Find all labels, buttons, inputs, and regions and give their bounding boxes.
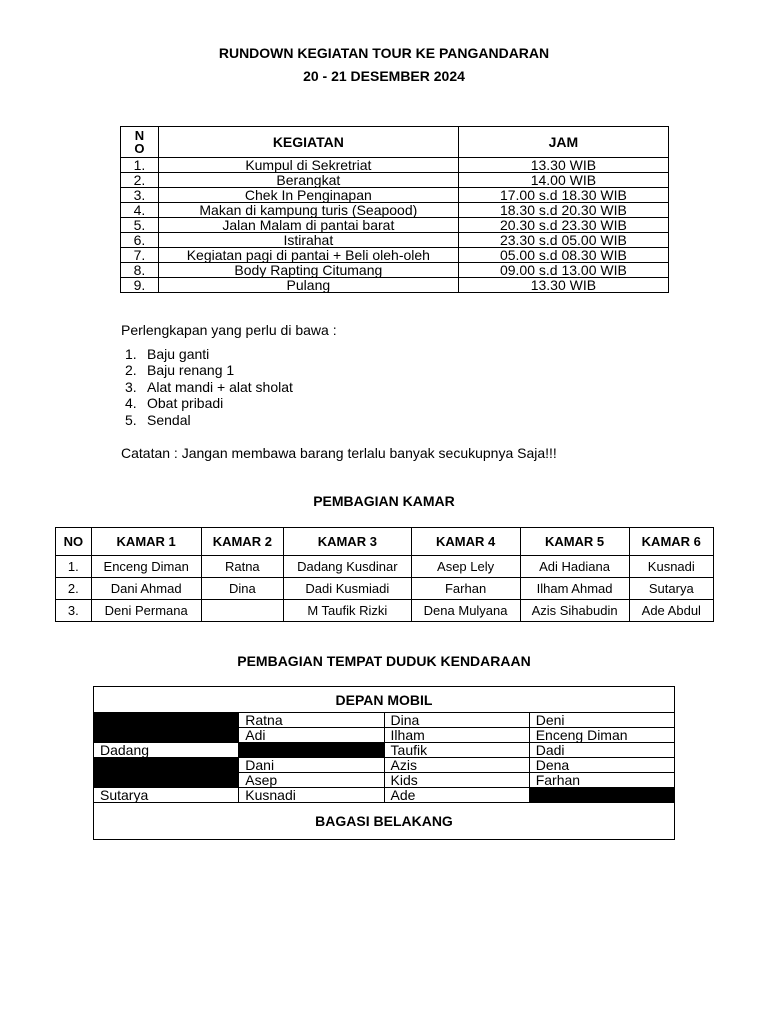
- schedule-header-jam: JAM: [458, 127, 668, 158]
- seat-cell: Farhan: [529, 773, 674, 788]
- table-row: [121, 233, 669, 248]
- table-row: [121, 158, 669, 173]
- list-item-text: Alat mandi + alat sholat: [147, 378, 293, 395]
- seat-cell: Dina: [384, 713, 529, 728]
- seat-cell: Dadi: [529, 743, 674, 758]
- seating-front-label: DEPAN MOBIL: [94, 687, 675, 713]
- rooms-header-cell: KAMAR 2: [201, 528, 283, 556]
- schedule-header-no: N O: [121, 127, 159, 158]
- seat-blocked: [94, 773, 239, 788]
- table-row: [56, 600, 714, 622]
- schedule-cell: 7.: [121, 248, 159, 263]
- seat-blocked: [94, 728, 239, 743]
- table-row: [121, 188, 669, 203]
- rooms-cell: Asep Lely: [411, 556, 520, 578]
- schedule-cell: 6.: [121, 233, 159, 248]
- seat-cell: Taufik: [384, 743, 529, 758]
- table-row: [121, 248, 669, 263]
- list-item-text: Baju renang 1: [147, 362, 235, 379]
- list-item: [125, 395, 293, 411]
- schedule-cell: Chek In Penginapan: [158, 188, 458, 203]
- schedule-cell: 2.: [121, 173, 159, 188]
- schedule-cell: Istirahat: [158, 233, 458, 248]
- table-row: [121, 203, 669, 218]
- list-item-text: Baju ganti: [147, 346, 210, 362]
- schedule-cell: 1.: [121, 158, 159, 173]
- rooms-cell: Enceng Diman: [91, 556, 201, 578]
- rooms-cell: Dena Mulyana: [411, 600, 520, 622]
- schedule-cell: 5.: [121, 218, 159, 233]
- rooms-cell: Adi Hadiana: [520, 556, 629, 578]
- schedule-cell: Kumpul di Sekretriat: [158, 158, 458, 173]
- schedule-cell: 20.30 s.d 23.30 WIB: [458, 218, 668, 233]
- seat-cell: Sutarya: [94, 788, 239, 803]
- equipment-list: [125, 346, 293, 428]
- schedule-cell: 9.: [121, 278, 159, 293]
- schedule-cell: 13.30 WIB: [458, 278, 668, 293]
- seat-cell: Dena: [529, 758, 674, 773]
- seat-row: [94, 788, 675, 803]
- rooms-cell: Dadang Kusdinar: [284, 556, 412, 578]
- seat-cell: Kusnadi: [239, 788, 384, 803]
- seat-row: [94, 758, 675, 773]
- schedule-cell: Kegiatan pagi di pantai + Beli oleh-oleh: [158, 248, 458, 263]
- rooms-header-cell: KAMAR 5: [520, 528, 629, 556]
- equipment-label: Perlengkapan yang perlu di bawa :: [121, 322, 337, 338]
- seat-row: [94, 713, 675, 728]
- seat-blocked: [239, 743, 384, 758]
- rooms-table: [55, 527, 714, 622]
- seat-footer-row: [94, 803, 675, 840]
- schedule-cell: Pulang: [158, 278, 458, 293]
- schedule-cell: 17.00 s.d 18.30 WIB: [458, 188, 668, 203]
- seating-title: PEMBAGIAN TEMPAT DUDUK KENDARAAN: [237, 653, 531, 669]
- list-item-number: 2.: [125, 362, 137, 379]
- rooms-header-cell: KAMAR 3: [284, 528, 412, 556]
- schedule-cell: 18.30 s.d 20.30 WIB: [458, 203, 668, 218]
- table-row: [56, 556, 714, 578]
- rooms-cell: 1.: [56, 556, 92, 578]
- list-item-number: 5.: [125, 411, 137, 428]
- rooms-cell: Farhan: [411, 578, 520, 600]
- rooms-header-cell: KAMAR 1: [91, 528, 201, 556]
- rooms-cell: Dadi Kusmiadi: [284, 578, 412, 600]
- rooms-cell: Deni Permana: [91, 600, 201, 622]
- seat-cell: Adi: [239, 728, 384, 743]
- rooms-header-cell: KAMAR 4: [411, 528, 520, 556]
- rooms-cell: Ade Abdul: [629, 600, 713, 622]
- list-item-number: 1.: [125, 346, 137, 362]
- rooms-cell: 3.: [56, 600, 92, 622]
- doc-date: 20 - 21 DESEMBER 2024: [303, 68, 465, 84]
- schedule-cell: 09.00 s.d 13.00 WIB: [458, 263, 668, 278]
- seat-row: [94, 773, 675, 788]
- list-item-number: 3.: [125, 378, 137, 395]
- table-row: [121, 278, 669, 293]
- table-row: [121, 173, 669, 188]
- seat-cell: Enceng Diman: [529, 728, 674, 743]
- seat-cell: Ratna: [239, 713, 384, 728]
- schedule-cell: 14.00 WIB: [458, 173, 668, 188]
- schedule-header-kegiatan: KEGIATAN: [158, 127, 458, 158]
- rooms-title: PEMBAGIAN KAMAR: [313, 493, 455, 509]
- seat-cell: Dadang: [94, 743, 239, 758]
- rooms-header-cell: NO: [56, 528, 92, 556]
- list-item: [125, 346, 293, 362]
- table-row: [121, 263, 669, 278]
- seating-table: [93, 686, 675, 840]
- rooms-cell: M Taufik Rizki: [284, 600, 412, 622]
- rooms-header-cell: KAMAR 6: [629, 528, 713, 556]
- schedule-cell: 8.: [121, 263, 159, 278]
- rooms-cell: Dani Ahmad: [91, 578, 201, 600]
- schedule-cell: 23.30 s.d 05.00 WIB: [458, 233, 668, 248]
- list-item-text: Sendal: [147, 411, 191, 428]
- doc-title: RUNDOWN KEGIATAN TOUR KE PANGANDARAN: [218, 45, 550, 61]
- seat-cell: Azis: [384, 758, 529, 773]
- seat-blocked: [94, 758, 239, 773]
- rooms-cell: Ilham Ahmad: [520, 578, 629, 600]
- rooms-cell: Dina: [201, 578, 283, 600]
- seat-row: [94, 743, 675, 758]
- seat-cell: Kids: [384, 773, 529, 788]
- schedule-cell: Berangkat: [158, 173, 458, 188]
- rooms-cell: Kusnadi: [629, 556, 713, 578]
- schedule-cell: 4.: [121, 203, 159, 218]
- rooms-cell: Ratna: [201, 556, 283, 578]
- rooms-cell: 2.: [56, 578, 92, 600]
- schedule-cell: Body Rapting Citumang: [158, 263, 458, 278]
- equipment-note: Catatan : Jangan membawa barang terlalu banyak secukupnya Saja!!!: [121, 445, 557, 461]
- seat-blocked: [529, 788, 674, 803]
- seating-back-label: BAGASI BELAKANG: [94, 803, 675, 840]
- seat-row: [94, 728, 675, 743]
- table-row: [121, 218, 669, 233]
- list-item-number: 4.: [125, 395, 137, 412]
- schedule-cell: 3.: [121, 188, 159, 203]
- schedule-cell: 13.30 WIB: [458, 158, 668, 173]
- seat-cell: Ilham: [384, 728, 529, 743]
- schedule-cell: 05.00 s.d 08.30 WIB: [458, 248, 668, 263]
- list-item: [125, 412, 293, 428]
- seat-cell: Ade: [384, 788, 529, 803]
- list-item: [125, 379, 293, 395]
- seat-blocked: [94, 713, 239, 728]
- schedule-table: [120, 126, 669, 293]
- list-item-text: Obat pribadi: [147, 395, 224, 412]
- seat-cell: Asep: [239, 773, 384, 788]
- rooms-cell: Sutarya: [629, 578, 713, 600]
- schedule-cell: Jalan Malam di pantai barat: [158, 218, 458, 233]
- seat-cell: Deni: [529, 713, 674, 728]
- schedule-cell: Makan di kampung turis (Seapood): [158, 203, 458, 218]
- seat-cell: Dani: [239, 758, 384, 773]
- list-item: [125, 362, 293, 378]
- table-row: [56, 578, 714, 600]
- rooms-cell: [201, 600, 283, 622]
- rooms-cell: Azis Sihabudin: [520, 600, 629, 622]
